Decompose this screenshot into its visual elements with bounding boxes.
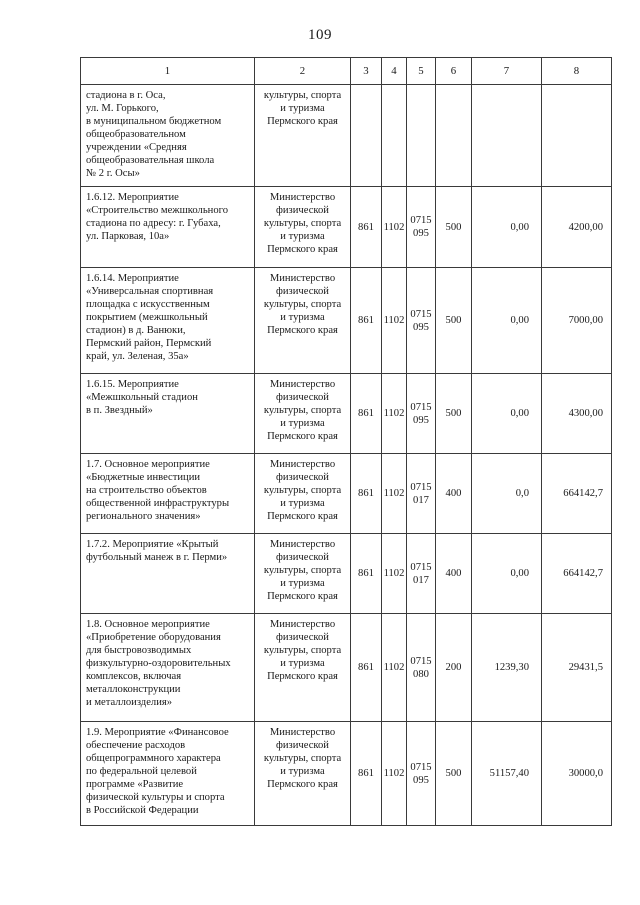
column-header: 1 (81, 58, 255, 85)
value-8-cell: 664142,7 (542, 454, 612, 534)
code-4-cell: 1102 (382, 268, 407, 374)
column-header: 2 (255, 58, 351, 85)
code-5-cell: 0715 095 (407, 374, 436, 454)
code-4-cell (382, 85, 407, 187)
page-number: 109 (308, 27, 332, 43)
ministry-cell: культуры, спорта и туризма Пермского края (255, 85, 351, 187)
code-5-cell: 0715 095 (407, 187, 436, 268)
value-7-cell: 51157,40 (472, 722, 542, 826)
column-header: 8 (542, 58, 612, 85)
code-3-cell (351, 85, 382, 187)
code-4-cell: 1102 (382, 374, 407, 454)
code-4-cell: 1102 (382, 534, 407, 614)
measure-name-cell: 1.7. Основное мероприятие «Бюджетные инвестиции на строительство объектов общественной инфраструктуры регионального значения» (81, 454, 255, 534)
value-8-cell: 4200,00 (542, 187, 612, 268)
code-6-cell: 200 (436, 614, 472, 722)
measure-name-cell: 1.6.14. Мероприятие «Универсальная спортивная площадка с искусственным покрытием (межшкольный стадион) в д. Ванюки, Пермский район, Пермский край, ул. Зеленая, 35а» (81, 268, 255, 374)
code-3-cell: 861 (351, 187, 382, 268)
measure-name-cell: 1.9. Мероприятие «Финансовое обеспечение расходов общепрограммного характера по федеральной целевой программе «Развитие физической культуры и спорта в Российской Федерации (81, 722, 255, 826)
code-6-cell: 500 (436, 374, 472, 454)
ministry-cell: Министерство физической культуры, спорта и туризма Пермского края (255, 722, 351, 826)
table-row (81, 454, 612, 534)
value-7-cell: 0,00 (472, 187, 542, 268)
table-row (81, 268, 612, 374)
value-7-cell: 0,00 (472, 268, 542, 374)
code-6-cell: 500 (436, 268, 472, 374)
code-6-cell: 400 (436, 454, 472, 534)
code-3-cell: 861 (351, 268, 382, 374)
ministry-cell: Министерство физической культуры, спорта и туризма Пермского края (255, 614, 351, 722)
ministry-cell: Министерство физической культуры, спорта и туризма Пермского края (255, 268, 351, 374)
value-8-cell: 30000,0 (542, 722, 612, 826)
measure-name-cell: стадиона в г. Оса, ул. М. Горького, в муниципальном бюджетном общеобразовательном учреждении «Средняя общеобразовательная школа № 2 г. Осы» (81, 85, 255, 187)
ministry-cell: Министерство физической культуры, спорта и туризма Пермского края (255, 187, 351, 268)
measure-name-cell: 1.7.2. Мероприятие «Крытый футбольный манеж в г. Перми» (81, 534, 255, 614)
code-5-cell: 0715 017 (407, 454, 436, 534)
table-row (81, 534, 612, 614)
code-5-cell: 0715 017 (407, 534, 436, 614)
code-4-cell: 1102 (382, 722, 407, 826)
value-8-cell: 29431,5 (542, 614, 612, 722)
value-7-cell: 0,0 (472, 454, 542, 534)
code-6-cell (436, 85, 472, 187)
column-header: 5 (407, 58, 436, 85)
code-4-cell: 1102 (382, 614, 407, 722)
code-5-cell (407, 85, 436, 187)
code-4-cell: 1102 (382, 187, 407, 268)
code-6-cell: 500 (436, 187, 472, 268)
code-5-cell: 0715 095 (407, 722, 436, 826)
code-3-cell: 861 (351, 454, 382, 534)
code-4-cell: 1102 (382, 454, 407, 534)
table-row (81, 85, 612, 187)
code-5-cell: 0715 095 (407, 268, 436, 374)
code-5-cell: 0715 080 (407, 614, 436, 722)
column-header: 7 (472, 58, 542, 85)
measure-name-cell: 1.6.15. Мероприятие «Межшкольный стадион в п. Звездный» (81, 374, 255, 454)
value-7-cell: 0,00 (472, 374, 542, 454)
table-row (81, 187, 612, 268)
ministry-cell: Министерство физической культуры, спорта и туризма Пермского края (255, 454, 351, 534)
table-row (81, 722, 612, 826)
measure-name-cell: 1.6.12. Мероприятие «Строительство межшкольного стадиона по адресу: г. Губаха, ул. Парковая, 10а» (81, 187, 255, 268)
table-row (81, 374, 612, 454)
value-7-cell: 0,00 (472, 534, 542, 614)
column-header: 4 (382, 58, 407, 85)
code-3-cell: 861 (351, 374, 382, 454)
code-3-cell: 861 (351, 534, 382, 614)
value-8-cell: 664142,7 (542, 534, 612, 614)
value-8-cell: 7000,00 (542, 268, 612, 374)
budget-table (80, 57, 612, 826)
ministry-cell: Министерство физической культуры, спорта и туризма Пермского края (255, 534, 351, 614)
code-6-cell: 400 (436, 534, 472, 614)
value-8-cell (542, 85, 612, 187)
value-7-cell (472, 85, 542, 187)
value-7-cell: 1239,30 (472, 614, 542, 722)
value-8-cell: 4300,00 (542, 374, 612, 454)
code-6-cell: 500 (436, 722, 472, 826)
column-header: 3 (351, 58, 382, 85)
code-3-cell: 861 (351, 722, 382, 826)
column-header: 6 (436, 58, 472, 85)
measure-name-cell: 1.8. Основное мероприятие «Приобретение оборудования для быстровозводимых физкультурно-оздоровительных комплексов, включая металлоконструкции и металлоизделия» (81, 614, 255, 722)
code-3-cell: 861 (351, 614, 382, 722)
table-header-row (81, 58, 612, 85)
table-row (81, 614, 612, 722)
ministry-cell: Министерство физической культуры, спорта и туризма Пермского края (255, 374, 351, 454)
